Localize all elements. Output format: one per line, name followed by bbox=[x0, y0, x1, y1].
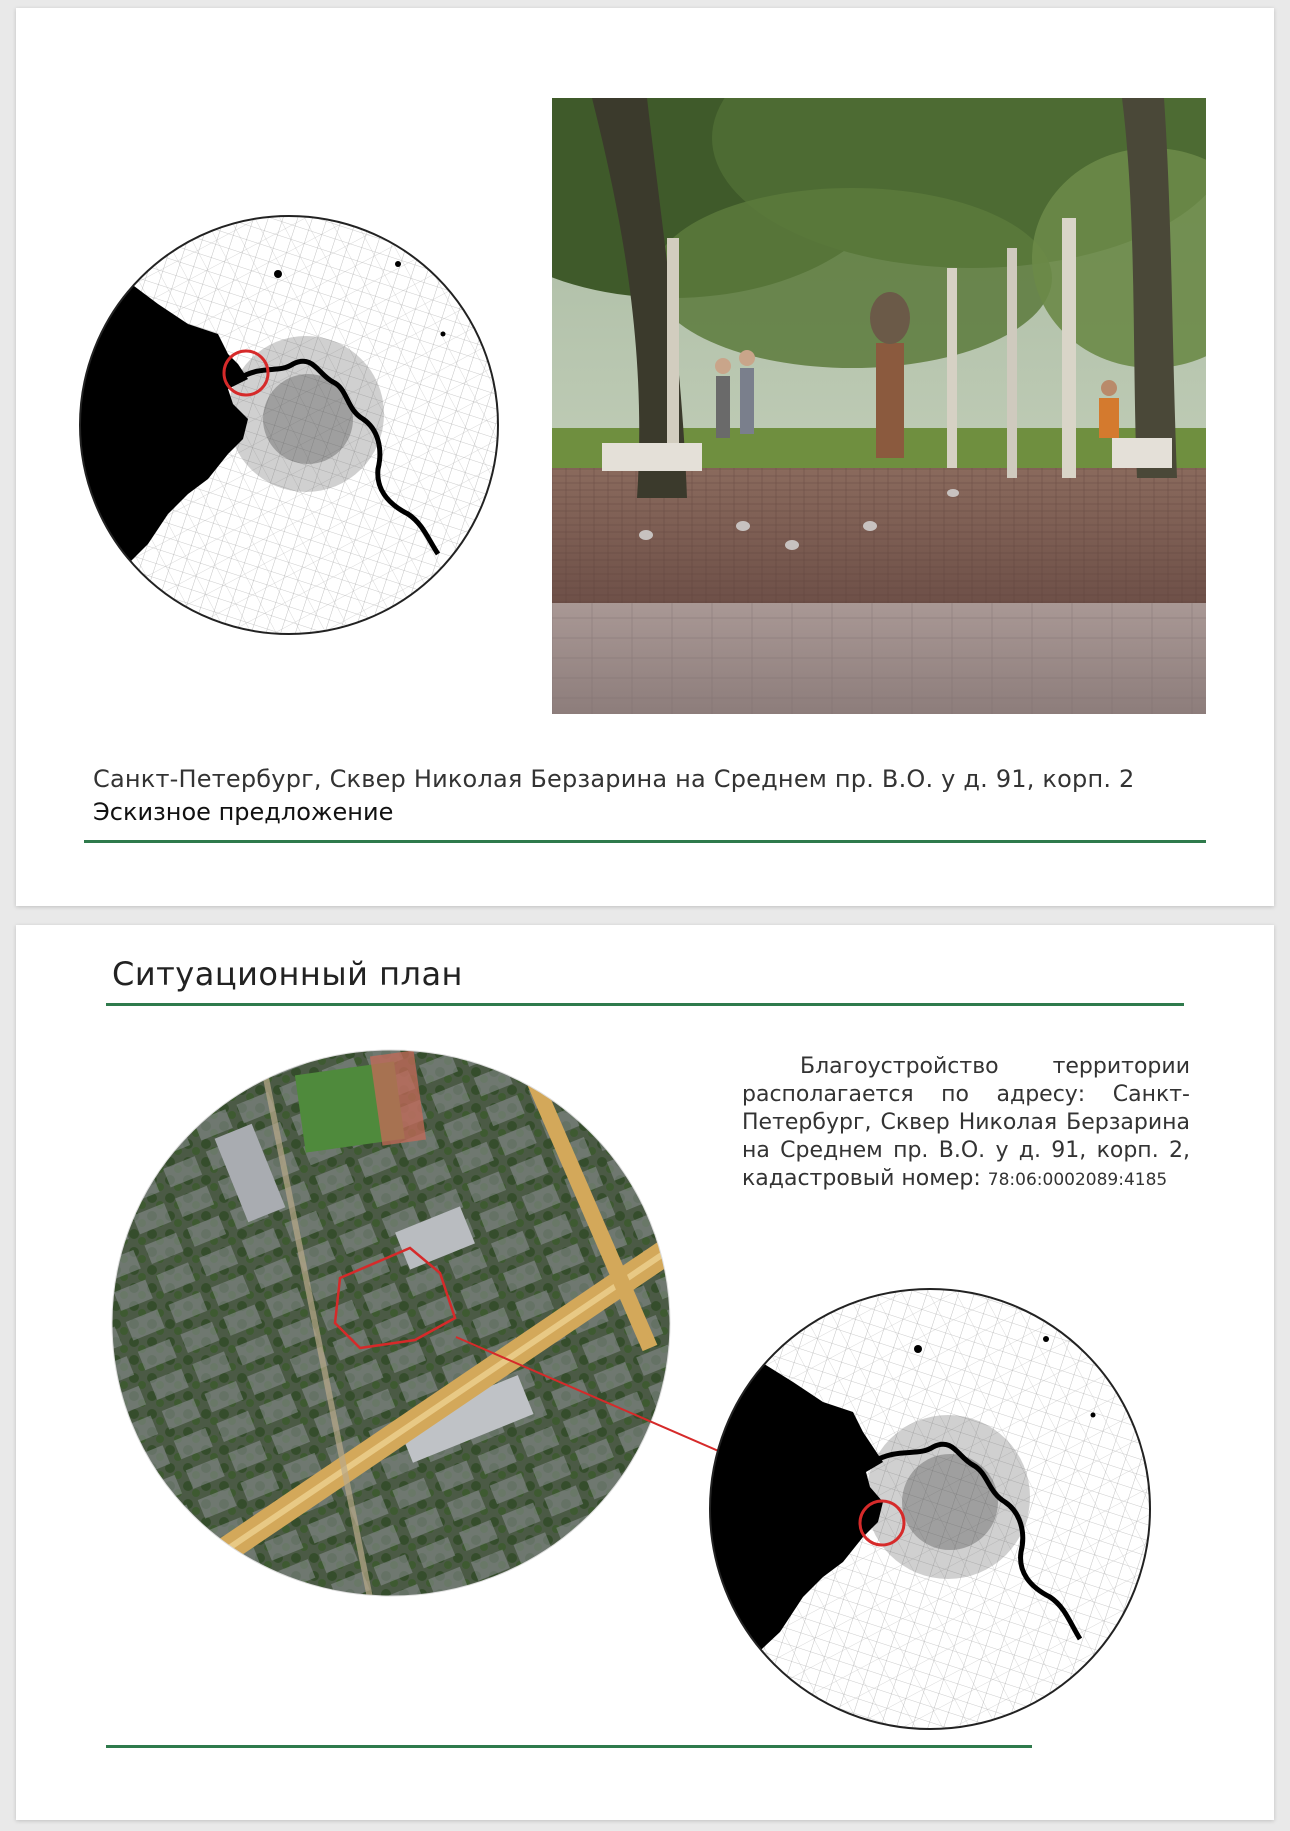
satellite-map-circle bbox=[110, 1048, 672, 1598]
city-map-circle bbox=[708, 1287, 1152, 1731]
location-description bbox=[742, 1053, 1190, 1194]
sheet-situation-plan bbox=[16, 925, 1274, 1820]
divider-rule bbox=[84, 840, 1206, 843]
cadastral-number: 78:06:0002089:4185 bbox=[987, 1170, 1168, 1190]
square-render-image bbox=[552, 98, 1206, 714]
project-address-caption: Санкт-Петербург, Сквер Николая Берзарина на Среднем пр. В.О. у д. 91, корп. 2 bbox=[93, 765, 1135, 793]
title-divider-rule bbox=[106, 1003, 1184, 1006]
project-stage-caption: Эскизное предложение bbox=[93, 798, 394, 826]
sheet-sketch-proposal bbox=[16, 8, 1274, 906]
city-map-circle bbox=[78, 214, 500, 636]
page-title: Ситуационный план bbox=[112, 955, 463, 993]
bottom-divider-rule bbox=[106, 1745, 1032, 1748]
location-description-text: Благоустройство территории располагается по адресу: Санкт-Петербург, Сквер Николая Берзарина на Среднем пр. В.О. у д. 91, корп. 2, кадастровый номер: bbox=[742, 1054, 1190, 1191]
